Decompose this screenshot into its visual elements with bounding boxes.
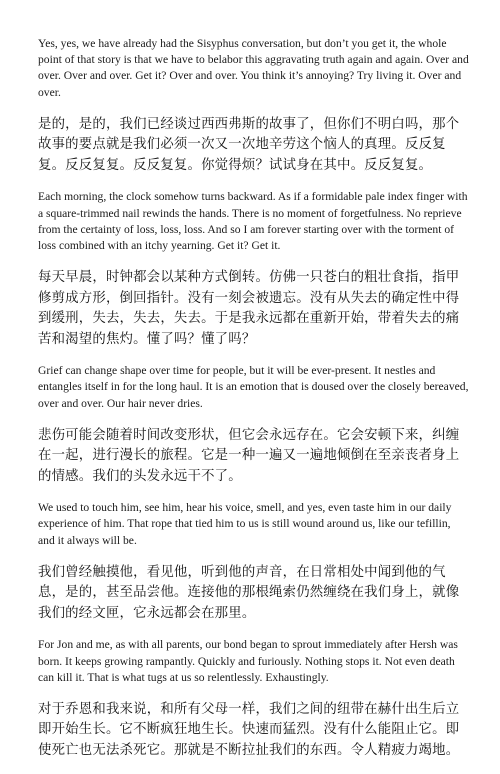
english-paragraph: Each morning, the clock somehow turns backward. As if a formidable pale index finger with a square-trimmed nail rewinds the hands. There is no moment of forgetfulness. No reprieve from the certainty of loss, loss, loss. And so I am forever starting over with the torment of loss combined with an itchy yearning. Get it? Get it.	[38, 190, 468, 252]
english-paragraph: Yes, yes, we have already had the Sisyphus conversation, but don’t you get it, the whole point of that story is that we have to belabor this aggravating truth again and again. Over and over. Over and over. Get it? Over and over. You think it’s annoying? Try living it. Over and over.	[38, 37, 469, 99]
chinese-paragraph: 每天早晨，时钟都会以某种方式倒转。仿佛一只苍白的粗壮食指，指甲修剪成方形，倒回指针。没有一刻会被遗忘。没有从失去的确定性中得到缓刑，失去，失去，失去。于是我永远都在重新开始，带着失去的痛苦和渴望的焦灼。懂了吗？懂了吗？	[38, 270, 460, 347]
document-page	[38, 36, 470, 774]
chinese-paragraph: 悲伤可能会随着时间改变形状，但它会永远存在。它会安顿下来，纠缠在一起，进行漫长的旅程。它是一种一遍又一遍地倾倒在至亲丧者身上的情感。我们的头发永远干不了。	[38, 427, 460, 484]
english-paragraph: Grief can change shape over time for people, but it will be ever-present. It nestles and entangles itself in for the long haul. It is an emotion that is doused over the closely bereaved, over and over. Our hair never dries.	[38, 364, 469, 410]
chinese-paragraph: 对于乔恩和我来说，和所有父母一样，我们之间的纽带在赫什出生后立即开始生长。它不断疯狂地生长。快速而猛烈。没有什么能阻止它。即使死亡也无法杀死它。那就是不断拉扯我们的东西。令人精疲力竭地。	[38, 701, 460, 758]
english-paragraph: For Jon and me, as with all parents, our bond began to sprout immediately after Hersh was born. It keeps growing rampantly. Quickly and furiously. Nothing stops it. Not even death can kill it. That is what tugs at us so relentlessly. Exhaustingly.	[38, 638, 458, 684]
english-paragraph: We used to touch him, see him, hear his voice, smell, and yes, even taste him in our daily experience of him. That rope that tied him to us is still wound around us, like our tefillin, and it always will be.	[38, 501, 452, 547]
chinese-paragraph: 是的，是的，我们已经谈过西西弗斯的故事了，但你们不明白吗，那个故事的要点就是我们必须一次又一次地辛劳这个恼人的真理。反反复复。反反复复。反反复复。你觉得烦？试试身在其中。反反复复。	[38, 116, 460, 173]
chinese-paragraph: 我们曾经触摸他，看见他，听到他的声音，在日常相处中闻到他的气息，是的，甚至品尝他。连接他的那根绳索仍然缠绕在我们身上，就像我们的经文匣，它永远都会在那里。	[38, 564, 460, 621]
